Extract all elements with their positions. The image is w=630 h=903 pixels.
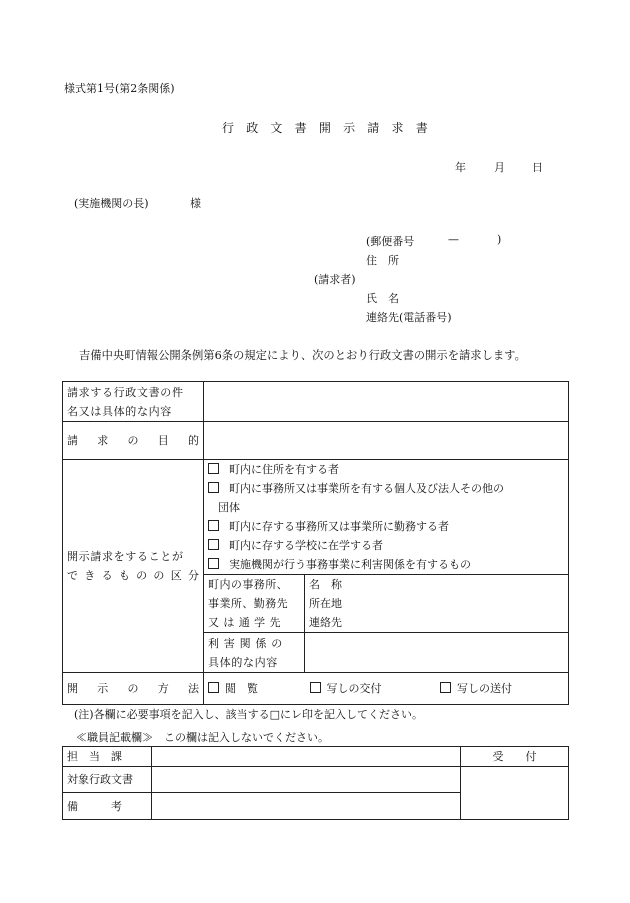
document-label: 請求する行政文書の件 名又は具体的な内容 — [63, 382, 204, 422]
staff-table — [62, 746, 569, 820]
requester-label: (請求者) — [314, 273, 356, 286]
page-title: 行 政 文 書 開 示 請 求 書 — [222, 121, 432, 135]
staff-heading: ≪職員記載欄≫ この欄は記入しないでください。 — [76, 731, 329, 744]
method-options — [204, 673, 569, 705]
address-label: 住 所 — [366, 254, 399, 267]
date-year: 年 — [455, 161, 466, 174]
intro-text: 吉備中央町情報公開条例第6条の規定により、次のとおり行政文書の開示を請求します。 — [79, 349, 526, 362]
option-office-cont: 団体 — [218, 501, 240, 514]
interest-label: 利 害 関 係 の 具体的な内容 — [204, 633, 305, 673]
addressee-label: (実施機関の長) — [74, 197, 149, 210]
staff-dept-label: 担 当 課 — [63, 747, 152, 767]
note-text: (注)各欄に必要事項を記入し、該当する□にレ印を記入してください。 — [74, 708, 423, 721]
date-day: 日 — [532, 161, 543, 174]
checkbox[interactable] — [208, 482, 219, 493]
staff-remarks-label: 備 考 — [63, 793, 152, 820]
purpose-label: 請 求 の 目 的 — [63, 422, 204, 460]
workplace-fields[interactable]: 名 称 所在地 連絡先 — [305, 575, 569, 633]
eligibility-options — [204, 460, 569, 575]
checkbox[interactable] — [208, 520, 219, 531]
method-copy-send[interactable]: 写しの送付 — [440, 679, 512, 698]
checkbox[interactable] — [208, 463, 219, 474]
option-worker[interactable]: 町内に存する事務所又は事業所に勤務する者 — [208, 517, 564, 536]
workplace-label: 町内の事務所、 事業所、勤務先 又 は 通 学 先 — [204, 575, 305, 633]
staff-dept-field — [152, 747, 461, 767]
purpose-field[interactable] — [204, 422, 569, 460]
checkbox[interactable] — [310, 682, 321, 693]
option-student[interactable]: 町内に存する学校に在学する者 — [208, 536, 564, 555]
checkbox[interactable] — [208, 558, 219, 569]
date-month: 月 — [494, 161, 505, 174]
option-resident[interactable]: 町内に住所を有する者 — [208, 460, 564, 479]
checkbox[interactable] — [440, 682, 451, 693]
name-label: 氏 名 — [366, 292, 399, 305]
method-copy-deliver[interactable]: 写しの交付 — [310, 679, 437, 698]
option-office[interactable]: 町内に事務所又は事業所を有する個人及び法人その他の — [208, 479, 564, 498]
staff-doc-label: 対象行政文書 — [63, 767, 152, 793]
receipt-label: 受 付 — [461, 747, 569, 767]
document-field[interactable] — [204, 382, 569, 422]
checkbox[interactable] — [208, 539, 219, 550]
addressee-honorific: 様 — [190, 197, 201, 210]
postal-dash: — — [448, 233, 459, 246]
option-interested[interactable]: 実施機関が行う事務事業に利害関係を有するもの — [208, 555, 564, 574]
interest-field[interactable] — [305, 633, 569, 673]
postal-close: ) — [497, 233, 502, 246]
contact-label: 連絡先(電話番号) — [366, 311, 452, 324]
postal-code-label: (郵便番号 — [366, 235, 415, 248]
staff-remarks-field — [152, 793, 461, 820]
checkbox[interactable] — [208, 682, 219, 693]
method-label: 開 示 の 方 法 — [63, 673, 204, 705]
receipt-field — [461, 767, 569, 820]
request-table — [62, 381, 569, 705]
eligibility-label: 開示請求をすることが で き る も の の 区 分 — [63, 460, 204, 673]
form-number: 様式第1号(第2条関係) — [64, 82, 175, 95]
staff-doc-field — [152, 767, 461, 793]
method-view[interactable]: 閲 覧 — [208, 679, 306, 698]
